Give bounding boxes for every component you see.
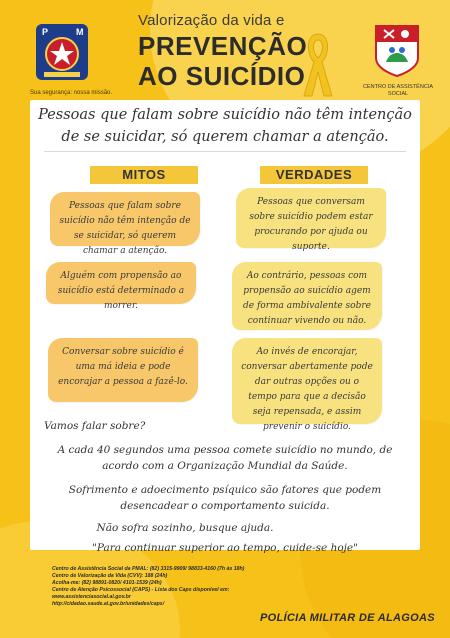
seek-help-text: Não sofra sozinho, busque ajuda.: [96, 522, 274, 534]
mitos-heading: MITOS: [90, 166, 198, 184]
pm-tagline: Sua segurança: nossa missão.: [30, 90, 113, 96]
myth-card: Pessoas que falam sobre suicídio não têm intenção de se suicidar, só querem chamar a atenção.: [50, 192, 200, 246]
truth-card: Pessoas que conversam sobre suicídio podem estar procurando por ajuda ou suporte.: [236, 188, 386, 248]
contact-link[interactable]: http://cidadao.saude.al.gov.br/unidades/caps/: [52, 601, 165, 607]
contact-line: Centro de Assistência Social da PMAL: (82) 3315-9909/ 98833-4160 (7h às 18h): [52, 566, 245, 572]
yellow-ribbon-icon: [300, 30, 336, 100]
title-line-3: AO SUICÍDIO: [138, 61, 306, 91]
contact-link[interactable]: www.assistenciasocial.al.gov.br: [52, 594, 131, 600]
svg-text:P: P: [42, 27, 49, 37]
divider: [44, 151, 406, 152]
risk-factor-text: Sofrimento e adoecimento psíquico são fatores que podem desencadear o comportamento suicida.: [68, 484, 382, 512]
truth-card: Ao invés de encorajar, conversar abertamente pode dar outras opções ou o tempo para que a decisão seja repensada, e assim prevenir o suicídio.: [232, 338, 382, 424]
centro-assistencia-social-logo-icon: [372, 22, 422, 78]
verdades-heading: VERDADES: [260, 166, 368, 184]
footer-brand: POLÍCIA MILITAR DE ALAGOAS: [260, 612, 435, 624]
contact-line: Centro de Valorização da Vida (CVV): 188 (24h): [52, 573, 168, 579]
svg-text:M: M: [76, 27, 84, 37]
myth-card: Alguém com propensão ao suicídio está determinado a morrer.: [46, 262, 196, 304]
title-line-2: PREVENÇÃO: [138, 31, 308, 61]
policia-militar-badge-icon: [30, 22, 94, 82]
contacts-list: [52, 566, 292, 608]
casp-caption: CENTRO DE ASSISTÊNCIA SOCIAL: [363, 84, 433, 97]
lead-statement: Pessoas que falam sobre suicídio não têm intenção de se suicidar, só querem chamar a atenção.: [38, 107, 412, 145]
truth-card: Ao contrário, pessoas com propensão ao suicídio agem de forma ambivalente sobre continuar vivendo ou não.: [232, 262, 382, 330]
question-text: Vamos falar sobre?: [44, 420, 146, 432]
contact-line: Centro de Atenção Psicossocial (CAPS) - Lista dos Caps disponível em:: [52, 587, 230, 593]
title-line-1: Valorização da vida e: [138, 12, 285, 29]
closing-quote: "Para continuar superior ao tempo, cuide-se hoje": [92, 542, 358, 554]
myth-card: Conversar sobre suicídio é uma má ideia e pode encorajar a pessoa a fazê-lo.: [48, 338, 198, 402]
statistic-text: A cada 40 segundos uma pessoa comete suicídio no mundo, de acordo com a Organização Mundial da Saúde.: [57, 444, 393, 472]
contact-line: Acolha-me: (82) 98891-0820/ 4101-1539 (24h): [52, 580, 162, 586]
